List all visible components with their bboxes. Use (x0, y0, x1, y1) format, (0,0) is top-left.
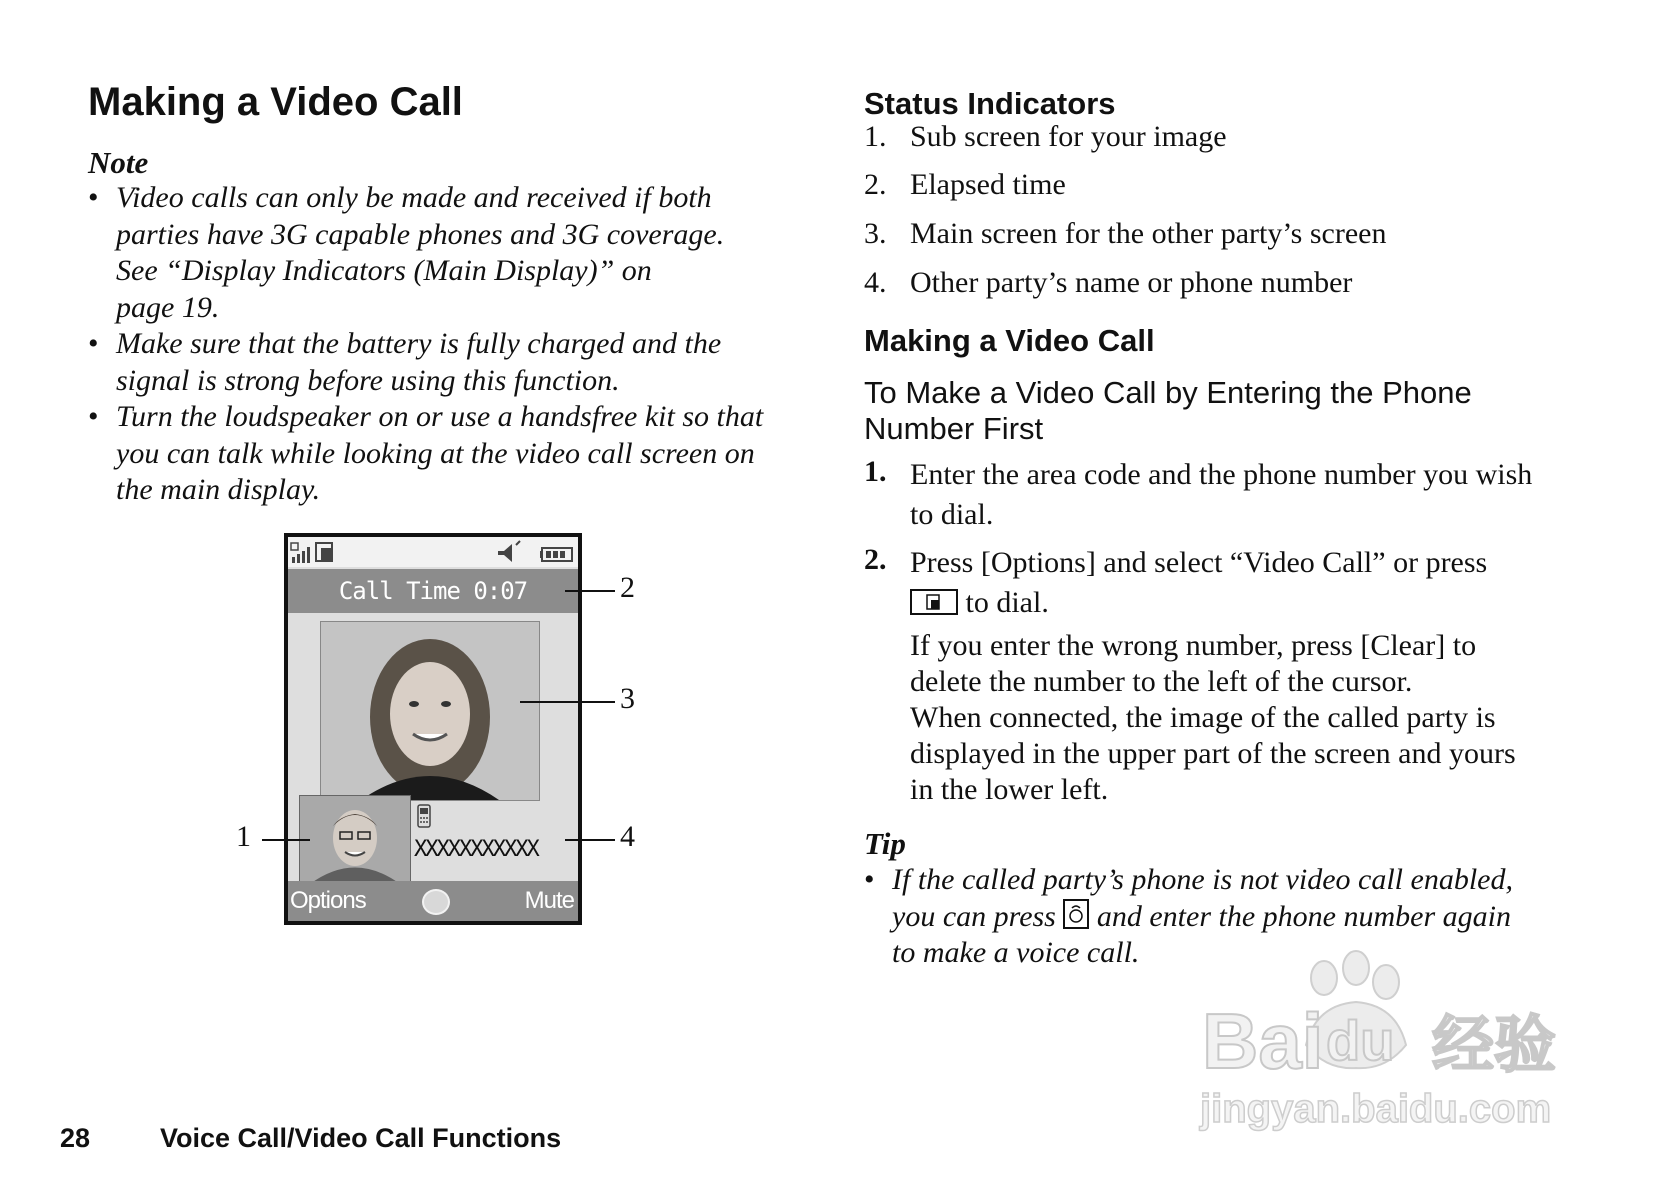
callout-line-1 (262, 839, 310, 841)
other-party-number: XXXXXXXXXXX (414, 837, 538, 862)
note-heading: Note (88, 145, 149, 180)
status-bar (288, 537, 578, 567)
note-item: • Video calls can only be made and received if both parties have 3G capable phones and 3G coverage. See “Display Indicators (Main Display)” on page 19. (88, 181, 725, 324)
step-number: 1. (864, 455, 887, 488)
call-time: Call Time 0:07 (338, 577, 528, 605)
tip-heading: Tip (864, 826, 906, 861)
softkey-bar (288, 881, 578, 921)
phone-handset-icon (416, 803, 432, 829)
bullet: • (88, 327, 99, 360)
baidu-watermark-logo (1196, 950, 1596, 1140)
phone-screen-figure (284, 533, 582, 925)
list-item: 2. Elapsed time (864, 168, 1066, 201)
speaker-icon (498, 541, 520, 562)
list-item: 1. Sub screen for your image (864, 120, 1227, 153)
battery-icon (540, 548, 572, 561)
bullet: • (88, 400, 99, 433)
signal-strength-icon (291, 543, 310, 563)
video-call-key-icon (910, 589, 958, 615)
tip-item: • If the called party’s phone is not video call enabled, you can press and enter the phone number again to make a voice call. (864, 863, 1513, 969)
status-indicators-heading: Status Indicators (864, 86, 1116, 121)
footer-section-title: Voice Call/Video Call Functions (160, 1123, 562, 1153)
center-key-icon[interactable] (422, 889, 450, 915)
callout-line-3 (520, 701, 615, 703)
bullet: • (864, 863, 875, 896)
callout-3: 3 (620, 682, 635, 715)
status-indicator-list (864, 120, 1584, 310)
note-item: • Turn the loudspeaker on or use a handsfree kit so that you can talk while looking at the video call screen on the main display. (88, 400, 764, 506)
status-icons (288, 537, 578, 567)
note-item: • Make sure that the battery is fully charged and the signal is strong before using this function. (88, 327, 722, 397)
your-portrait (300, 796, 410, 884)
subsection-heading: To Make a Video Call by Entering the Phone Number First (864, 375, 1472, 446)
list-item: 3. Main screen for the other party’s screen (864, 217, 1387, 250)
callout-line-4 (565, 839, 615, 841)
video-call-icon (316, 543, 332, 561)
sub-screen (299, 795, 411, 885)
call-time-bar (288, 569, 578, 613)
bullet: • (88, 181, 99, 214)
section-heading: Making a Video Call (864, 323, 1155, 358)
svg-text:du: du (1326, 1009, 1395, 1072)
callout-2: 2 (620, 571, 635, 604)
mute-softkey[interactable]: Mute (524, 887, 574, 914)
page-title: Making a Video Call (88, 80, 463, 124)
svg-text:经验: 经验 (1432, 1008, 1557, 1081)
svg-text:jingyan.baidu.com: jingyan.baidu.com (1200, 1087, 1552, 1131)
callout-1: 1 (236, 820, 251, 853)
step-number: 2. (864, 543, 887, 576)
callout-4: 4 (620, 820, 635, 853)
options-softkey[interactable]: Options (290, 887, 366, 914)
other-party-portrait (321, 622, 539, 800)
page-number: 28 (60, 1123, 91, 1153)
step-notes: If you enter the wrong number, press [Clear] to delete the number to the left of the cursor. When connected, the image of the called party is displayed in the upper part of the screen and yours in the lower left. (910, 629, 1516, 806)
voice-call-key-icon (1063, 899, 1089, 929)
list-item: 4. Other party’s name or phone number (864, 266, 1353, 299)
svg-text:Bai: Bai (1202, 997, 1324, 1085)
note-list (88, 180, 808, 509)
main-screen (320, 621, 540, 801)
callout-line-2 (565, 590, 615, 592)
